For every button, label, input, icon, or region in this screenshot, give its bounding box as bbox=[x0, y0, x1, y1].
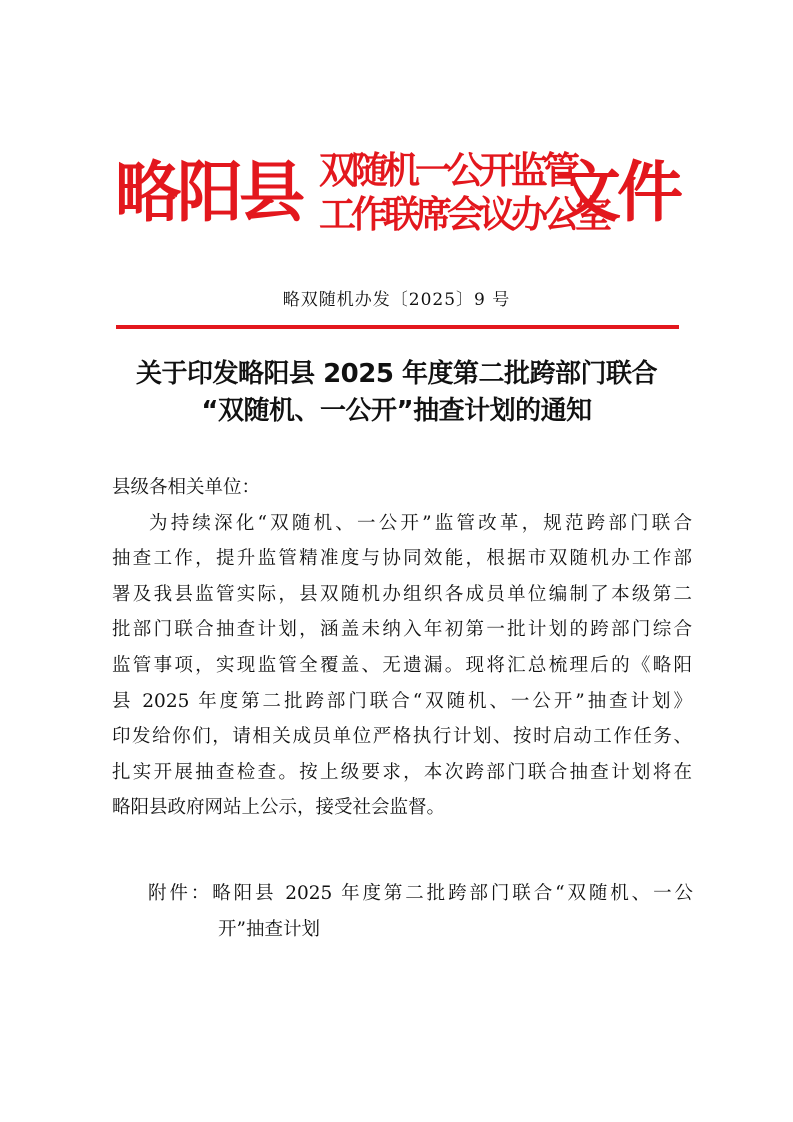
letterhead-office-line1: 双随机一公开监管 bbox=[319, 149, 575, 192]
title-line1: 关于印发略阳县 2025 年度第二批跨部门联合 bbox=[136, 359, 657, 389]
letterhead bbox=[115, 145, 685, 240]
body-line: 批部门联合抽查计划，涵盖未纳入年初第一批计划的跨部门综合 bbox=[112, 619, 692, 641]
body-line: 署及我县监管实际，县双随机办组织各成员单位编制了本级第二 bbox=[112, 583, 692, 605]
red-divider bbox=[116, 325, 679, 329]
body-line: 略阳县政府网站上公示，接受社会监督。 bbox=[112, 797, 446, 819]
document-body bbox=[112, 470, 692, 826]
document-number: 略双随机办发〔2025〕9 号 bbox=[282, 290, 511, 310]
letterhead-office-line2: 工作联席会议办公室 bbox=[319, 193, 607, 236]
attachment-line2: 开”抽查计划 bbox=[218, 918, 320, 940]
body-line: 县 2025 年度第二批跨部门联合“双随机、一公开”抽查计划》 bbox=[112, 690, 692, 712]
attachment-line1: 附件：略阳县 2025 年度第二批跨部门联合“双随机、一公 bbox=[148, 883, 693, 904]
body-line: 印发给你们，请相关成员单位严格执行计划、按时启动工作任务、 bbox=[112, 726, 692, 748]
attachment-note bbox=[148, 876, 693, 947]
body-line: 监管事项，实现监管全覆盖、无遗漏。现将汇总梳理后的《略阳 bbox=[112, 654, 692, 676]
body-line: 为持续深化“双随机、一公开”监管改革，规范跨部门联合 bbox=[149, 512, 692, 534]
body-line: 抽查工作，提升监管精准度与协同效能，根据市双随机办工作部 bbox=[112, 548, 692, 570]
letterhead-office bbox=[319, 149, 607, 237]
body-line: 扎实开展抽查检查。按上级要求，本次跨部门联合抽查计划将在 bbox=[112, 761, 692, 783]
letterhead-document: 文件 bbox=[555, 154, 679, 231]
letterhead-county: 略阳县 bbox=[115, 154, 301, 231]
salutation: 县级各相关单位： bbox=[112, 477, 261, 498]
title-line2: “双随机、一公开”抽查计划的通知 bbox=[201, 396, 592, 426]
